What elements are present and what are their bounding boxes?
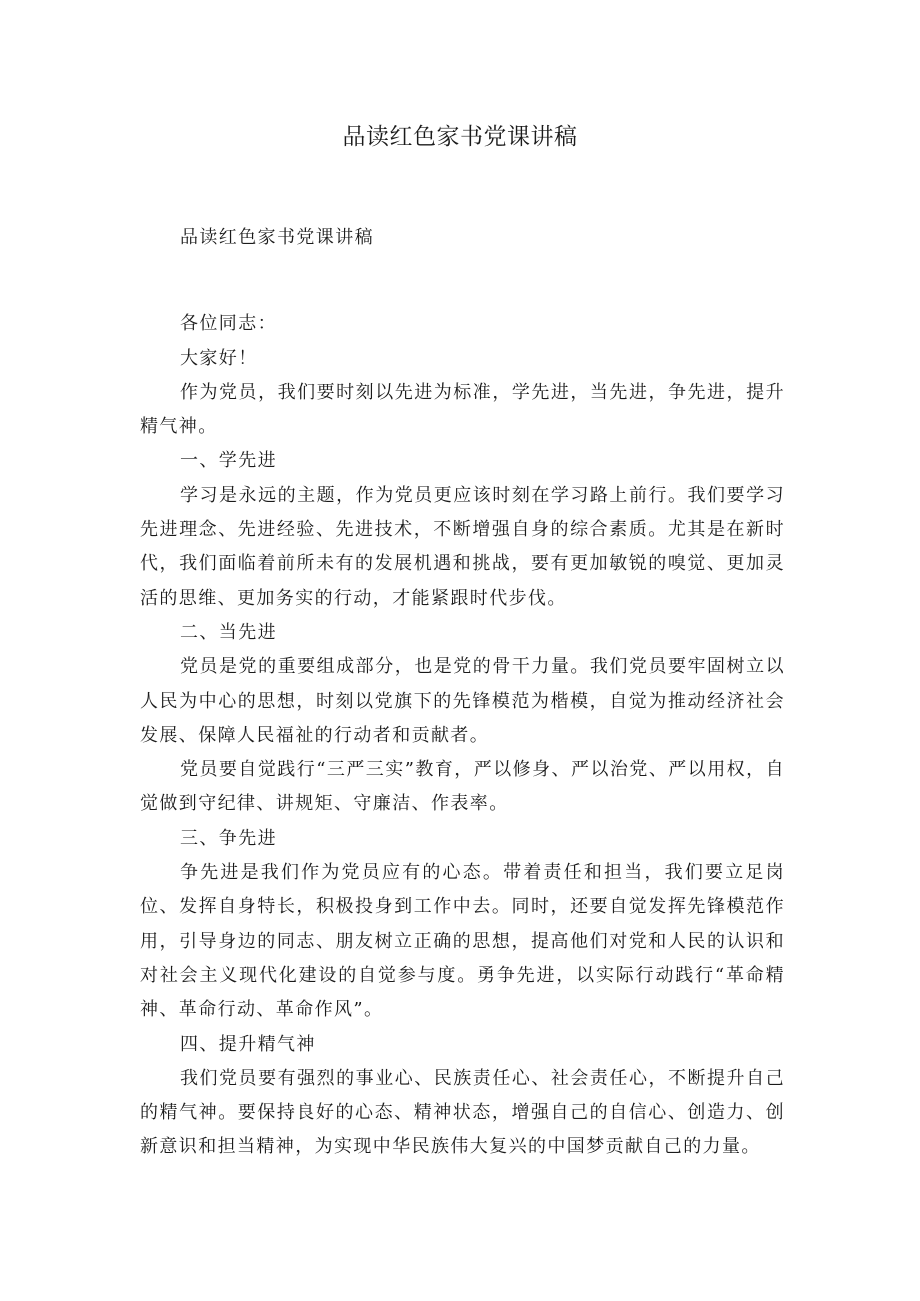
paragraph: 党员要自觉践行“三严三实”教育，严以修身、严以治党、严以用权，自觉做到守纪律、讲规矩、守廉洁、作表率。: [140, 759, 785, 815]
section-heading: 一、学先进: [180, 450, 277, 472]
document-body: [140, 221, 785, 1165]
section-heading: 二、当先进: [180, 621, 277, 643]
paragraph: 我们党员要有强烈的事业心、民族责任心、社会责任心，不断提升自己的精气神。要保持良好的心态、精神状态，增强自己的自信心、创造力、创新意识和担当精神，为实现中华民族伟大复兴的中国梦贡献自己的力量。: [140, 1067, 785, 1158]
section-heading: 三、争先进: [180, 827, 277, 849]
section-heading: 四、提升精气神: [180, 1033, 316, 1055]
paragraph: 党员是党的重要组成部分，也是党的骨干力量。我们党员要牢固树立以人民为中心的思想，时刻以党旗下的先锋模范为楷模，自觉为推动经济社会发展、保障人民福祉的行动者和贡献者。: [140, 656, 785, 746]
blank-line: [140, 255, 785, 307]
paragraph: 争先进是我们作为党员应有的心态。带着责任和担当，我们要立足岗位、发挥自身特长，积极投身到工作中去。同时，还要自觉发挥先锋模范作用，引导身边的同志、朋友树立正确的思想，提高他们对党和人民的认识和对社会主义现代化建设的自觉参与度。勇争先进，以实际行动践行“革命精神、革命行动、革命作风”。: [140, 862, 785, 1021]
document-title: 品读红色家书党课讲稿: [342, 124, 578, 150]
greeting: 大家好！: [180, 347, 258, 369]
paragraph: 学习是永远的主题，作为党员更应该时刻在学习路上前行。我们要学习先进理念、先进经验、先进技术，不断增强自身的综合素质。尤其是在新时代，我们面临着前所未有的发展机遇和挑战，要有更加敏锐的嗅觉、更加灵活的思维、更加务实的行动，才能紧跟时代步伐。: [140, 484, 785, 609]
salutation: 各位同志：: [180, 313, 277, 335]
intro-paragraph: 作为党员，我们要时刻以先进为标准，学先进，当先进，争先进，提升精气神。: [140, 381, 785, 438]
document-subtitle: 品读红色家书党课讲稿: [180, 227, 374, 248]
